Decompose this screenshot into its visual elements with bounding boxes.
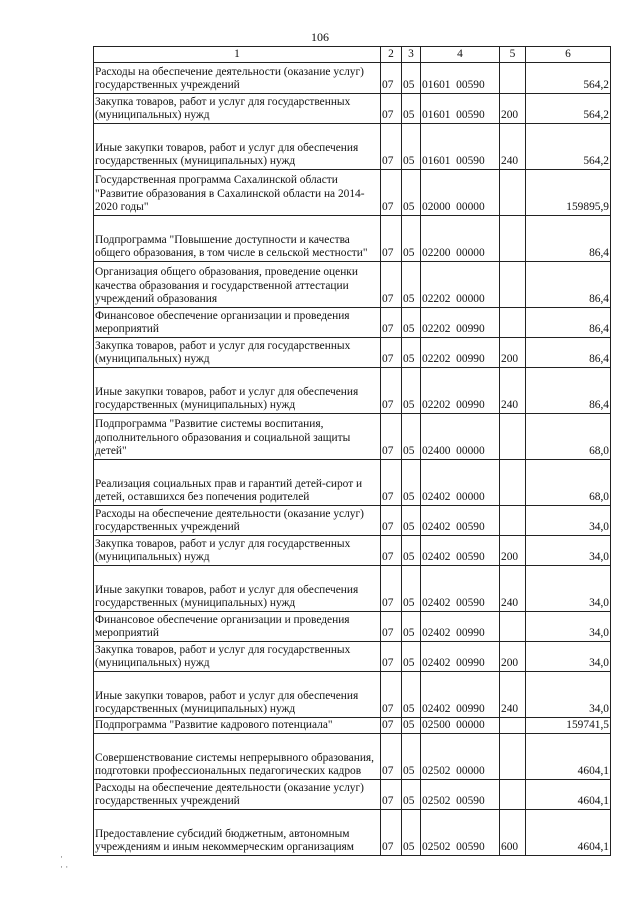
row-target-code-cell: 01601 00590: [421, 124, 500, 170]
row-subsection-cell: 05: [402, 780, 421, 810]
row-amount-cell: 86,4: [526, 368, 611, 414]
table-row: [94, 810, 611, 856]
row-name-cell: Закупка товаров, работ и услуг для государственных (муниципальных) нужд: [94, 338, 381, 368]
row-section-cell: 07: [381, 414, 402, 460]
row-name-cell: Государственная программа Сахалинской области "Развитие образования в Сахалинской области на 2014-2020 годы": [94, 170, 381, 216]
row-target-code-cell: 02402 00990: [421, 642, 500, 672]
row-section-cell: 07: [381, 672, 402, 718]
table-row: [94, 672, 611, 718]
row-name-cell: Иные закупки товаров, работ и услуг для обеспечения государственных (муниципальных) нужд: [94, 672, 381, 718]
table-row: [94, 734, 611, 780]
row-expense-type-cell: 200: [500, 642, 526, 672]
row-subsection-cell: 05: [402, 672, 421, 718]
row-section-cell: 07: [381, 216, 402, 262]
table-row: [94, 170, 611, 216]
table-row: [94, 414, 611, 460]
row-expense-type-cell: 240: [500, 566, 526, 612]
row-section-cell: 07: [381, 308, 402, 338]
row-target-code-cell: 02402 00590: [421, 506, 500, 536]
table-body: [94, 63, 611, 856]
row-section-cell: 07: [381, 506, 402, 536]
row-expense-type-cell: 200: [500, 536, 526, 566]
row-subsection-cell: 05: [402, 216, 421, 262]
row-subsection-cell: 05: [402, 506, 421, 536]
row-subsection-cell: 05: [402, 414, 421, 460]
row-name-cell: Расходы на обеспечение деятельности (оказание услуг) государственных учреждений: [94, 506, 381, 536]
row-amount-cell: 159895,9: [526, 170, 611, 216]
row-name-cell: Расходы на обеспечение деятельности (оказание услуг) государственных учреждений: [94, 63, 381, 94]
row-target-code-cell: 02502 00590: [421, 810, 500, 856]
row-expense-type-cell: [500, 262, 526, 308]
table-row: [94, 718, 611, 734]
row-section-cell: 07: [381, 368, 402, 414]
row-expense-type-cell: 240: [500, 368, 526, 414]
table-row: [94, 63, 611, 94]
row-section-cell: 07: [381, 566, 402, 612]
row-name-cell: Закупка товаров, работ и услуг для государственных (муниципальных) нужд: [94, 94, 381, 124]
row-name-cell: Подпрограмма "Развитие системы воспитания, дополнительного образования и социальной защиты детей": [94, 414, 381, 460]
row-amount-cell: 564,2: [526, 63, 611, 94]
row-subsection-cell: 05: [402, 368, 421, 414]
row-expense-type-cell: [500, 414, 526, 460]
row-expense-type-cell: 200: [500, 338, 526, 368]
row-target-code-cell: 02402 00590: [421, 566, 500, 612]
table-row: [94, 506, 611, 536]
row-amount-cell: 34,0: [526, 506, 611, 536]
row-target-code-cell: 02502 00590: [421, 780, 500, 810]
row-name-cell: Предоставление субсидий бюджетным, автономным учреждениям и иным некоммерческим организациям: [94, 810, 381, 856]
row-amount-cell: 4604,1: [526, 734, 611, 780]
row-section-cell: 07: [381, 612, 402, 642]
row-name-cell: Иные закупки товаров, работ и услуг для обеспечения государственных (муниципальных) нужд: [94, 368, 381, 414]
row-name-cell: Подпрограмма "Повышение доступности и качества общего образования, в том числе в сельской местности": [94, 216, 381, 262]
row-name-cell: Подпрограмма "Развитие кадрового потенциала": [94, 718, 381, 734]
row-expense-type-cell: [500, 308, 526, 338]
row-section-cell: 07: [381, 460, 402, 506]
row-subsection-cell: 05: [402, 170, 421, 216]
header-col-6: 6: [526, 47, 611, 63]
table-header-row: [94, 47, 611, 63]
table-row: [94, 338, 611, 368]
header-col-2: 2: [381, 47, 402, 63]
row-name-cell: Совершенствование системы непрерывного образования, подготовки профессиональных педагогических кадров: [94, 734, 381, 780]
table-row: [94, 368, 611, 414]
page-number: 106: [311, 30, 329, 44]
row-amount-cell: 68,0: [526, 414, 611, 460]
row-expense-type-cell: 600: [500, 810, 526, 856]
row-amount-cell: 86,4: [526, 216, 611, 262]
row-subsection-cell: 05: [402, 262, 421, 308]
row-section-cell: 07: [381, 338, 402, 368]
table-row: [94, 566, 611, 612]
row-target-code-cell: 01601 00590: [421, 63, 500, 94]
row-target-code-cell: 02402 00990: [421, 612, 500, 642]
row-target-code-cell: 02402 00000: [421, 460, 500, 506]
row-expense-type-cell: [500, 718, 526, 734]
row-section-cell: 07: [381, 810, 402, 856]
row-subsection-cell: 05: [402, 642, 421, 672]
scan-margin-mark: · · ·: [60, 852, 69, 872]
row-target-code-cell: 02402 00990: [421, 672, 500, 718]
row-name-cell: Финансовое обеспечение организации и проведения мероприятий: [94, 612, 381, 642]
row-subsection-cell: 05: [402, 63, 421, 94]
row-name-cell: Финансовое обеспечение организации и проведения мероприятий: [94, 308, 381, 338]
header-col-1: 1: [94, 47, 381, 63]
row-target-code-cell: 02502 00000: [421, 734, 500, 780]
row-subsection-cell: 05: [402, 612, 421, 642]
row-subsection-cell: 05: [402, 460, 421, 506]
row-section-cell: 07: [381, 536, 402, 566]
row-section-cell: 07: [381, 718, 402, 734]
row-amount-cell: 34,0: [526, 672, 611, 718]
row-section-cell: 07: [381, 170, 402, 216]
row-expense-type-cell: [500, 63, 526, 94]
table-row: [94, 94, 611, 124]
row-amount-cell: 4604,1: [526, 810, 611, 856]
row-amount-cell: 564,2: [526, 124, 611, 170]
row-name-cell: Закупка товаров, работ и услуг для государственных (муниципальных) нужд: [94, 642, 381, 672]
row-name-cell: Расходы на обеспечение деятельности (оказание услуг) государственных учреждений: [94, 780, 381, 810]
row-target-code-cell: 02202 00990: [421, 368, 500, 414]
row-target-code-cell: 02202 00990: [421, 338, 500, 368]
table-row: [94, 262, 611, 308]
row-subsection-cell: 05: [402, 734, 421, 780]
table-row: [94, 612, 611, 642]
row-target-code-cell: 02400 00000: [421, 414, 500, 460]
row-section-cell: 07: [381, 642, 402, 672]
row-subsection-cell: 05: [402, 124, 421, 170]
row-amount-cell: 68,0: [526, 460, 611, 506]
row-amount-cell: 34,0: [526, 536, 611, 566]
row-name-cell: Иные закупки товаров, работ и услуг для обеспечения государственных (муниципальных) нужд: [94, 124, 381, 170]
row-subsection-cell: 05: [402, 536, 421, 566]
row-section-cell: 07: [381, 780, 402, 810]
row-section-cell: 07: [381, 262, 402, 308]
row-subsection-cell: 05: [402, 308, 421, 338]
row-amount-cell: 159741,5: [526, 718, 611, 734]
row-expense-type-cell: [500, 734, 526, 780]
row-expense-type-cell: [500, 170, 526, 216]
row-subsection-cell: 05: [402, 718, 421, 734]
row-amount-cell: 564,2: [526, 94, 611, 124]
row-name-cell: Организация общего образования, проведение оценки качества образования и государственной аттестации учреждений образования: [94, 262, 381, 308]
row-expense-type-cell: [500, 780, 526, 810]
row-section-cell: 07: [381, 63, 402, 94]
row-target-code-cell: 02000 00000: [421, 170, 500, 216]
row-expense-type-cell: 200: [500, 94, 526, 124]
row-target-code-cell: 01601 00590: [421, 94, 500, 124]
table-row: [94, 536, 611, 566]
row-target-code-cell: 02202 00000: [421, 262, 500, 308]
row-amount-cell: 86,4: [526, 308, 611, 338]
table-row: [94, 460, 611, 506]
table-row: [94, 308, 611, 338]
row-amount-cell: 34,0: [526, 612, 611, 642]
row-amount-cell: 34,0: [526, 642, 611, 672]
row-amount-cell: 34,0: [526, 566, 611, 612]
row-expense-type-cell: 240: [500, 672, 526, 718]
row-expense-type-cell: [500, 460, 526, 506]
table-row: [94, 642, 611, 672]
row-section-cell: 07: [381, 94, 402, 124]
table-row: [94, 780, 611, 810]
row-target-code-cell: 02202 00990: [421, 308, 500, 338]
row-section-cell: 07: [381, 734, 402, 780]
row-target-code-cell: 02500 00000: [421, 718, 500, 734]
row-target-code-cell: 02200 00000: [421, 216, 500, 262]
row-expense-type-cell: 240: [500, 124, 526, 170]
row-subsection-cell: 05: [402, 810, 421, 856]
table-row: [94, 124, 611, 170]
row-amount-cell: 86,4: [526, 338, 611, 368]
row-expense-type-cell: [500, 612, 526, 642]
row-subsection-cell: 05: [402, 338, 421, 368]
table-row: [94, 216, 611, 262]
row-subsection-cell: 05: [402, 94, 421, 124]
budget-table: [93, 46, 611, 856]
header-col-4: 4: [421, 47, 500, 63]
row-section-cell: 07: [381, 124, 402, 170]
row-amount-cell: 4604,1: [526, 780, 611, 810]
header-col-5: 5: [500, 47, 526, 63]
row-amount-cell: 86,4: [526, 262, 611, 308]
row-expense-type-cell: [500, 216, 526, 262]
row-name-cell: Иные закупки товаров, работ и услуг для обеспечения государственных (муниципальных) нужд: [94, 566, 381, 612]
row-expense-type-cell: [500, 506, 526, 536]
header-col-3: 3: [402, 47, 421, 63]
row-subsection-cell: 05: [402, 566, 421, 612]
row-target-code-cell: 02402 00590: [421, 536, 500, 566]
row-name-cell: Реализация социальных прав и гарантий детей-сирот и детей, оставшихся без попечения родителей: [94, 460, 381, 506]
row-name-cell: Закупка товаров, работ и услуг для государственных (муниципальных) нужд: [94, 536, 381, 566]
